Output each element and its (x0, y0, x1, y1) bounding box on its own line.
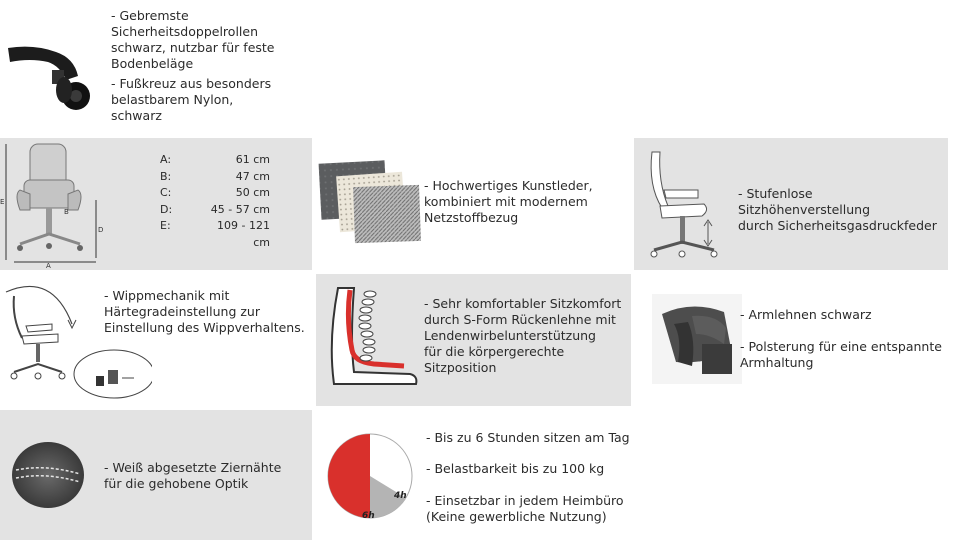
dimension-key: C: (160, 186, 172, 200)
wheels-text-2: - Fußkreuz aus besonders belastbarem Nylon, schwarz (111, 76, 272, 123)
backrest-section (316, 274, 631, 406)
dim-label-e: E (0, 198, 5, 206)
usage-text-3: - Einsetzbar in jedem Heimbüro (Keine gewerbliche Nutzung) (426, 493, 624, 524)
material-section (316, 138, 631, 270)
usage-text-2: - Belastbarkeit bis zu 100 kg (426, 461, 605, 476)
dimensions-row (160, 152, 270, 169)
dim-label-b: B (64, 208, 69, 216)
dimension-key: D: (160, 202, 173, 216)
material-text: - Hochwertiges Kunstleder, kombiniert mit modernem Netzstoffbezug (424, 178, 593, 225)
usage-section (316, 410, 631, 540)
dimensions-row (160, 169, 270, 186)
chair-dimensions-diagram (0, 140, 110, 268)
wheels-section (0, 0, 320, 135)
dimensions-table (160, 152, 270, 252)
dimension-key: E: (160, 219, 171, 233)
armrest-text-1: - Armlehnen schwarz (740, 307, 872, 322)
stitching-section (0, 410, 312, 540)
height-text: - Stufenlose Sitzhöhenverstellung durch Sicherheitsgasdruckfeder (738, 186, 937, 233)
fabric-swatches-icon (318, 160, 422, 246)
dimension-key: A: (160, 153, 172, 166)
caster-wheel-icon (4, 18, 98, 114)
dimension-key: B: (160, 169, 172, 183)
armrest-text-2: - Polsterung für eine entspannte Armhaltung (740, 339, 942, 370)
usage-hours-pie-icon (322, 428, 414, 522)
dim-label-a: A (46, 262, 51, 268)
pie-label-4h: 4h (394, 491, 407, 501)
dimension-value: 50 cm (235, 186, 270, 200)
dim-label-d: D (98, 226, 104, 234)
stitching-text: - Weiß abgesetzte Ziernähte für die gehobene Optik (104, 460, 282, 491)
dimensions-row (160, 218, 270, 251)
chair-height-adjust-icon (646, 146, 736, 264)
armrest-section (634, 274, 948, 406)
armrest-icon (652, 294, 742, 384)
rocking-text: - Wippmechanik mit Härtegradeinstellung zur Einstellung des Wippverhaltens. (104, 288, 305, 335)
height-section (634, 138, 948, 270)
spine-backrest-icon (324, 280, 420, 400)
stitching-detail-icon (10, 440, 86, 510)
wheels-text-1: - Gebremste Sicherheitsdoppelrollen schwarz, nutzbar für feste Bodenbeläge (111, 8, 275, 71)
pie-label-6h: 6h (362, 511, 375, 521)
dimensions-section (0, 138, 312, 270)
dimensions-row (160, 202, 270, 219)
dimension-value: 109 - 121 cm (217, 219, 270, 249)
dimension-value: 61 cm (235, 153, 270, 166)
usage-text-1: - Bis zu 6 Stunden sitzen am Tag (426, 430, 630, 445)
backrest-text: - Sehr komfortabler Sitzkomfort durch S-Form Rückenlehne mit Lendenwirbelunterstützung für die körpergerechte Sitzposition (424, 296, 622, 375)
rocking-section (0, 274, 312, 406)
dimension-value: 45 - 57 cm (210, 202, 270, 216)
dimension-value: 47 cm (235, 169, 270, 183)
dimensions-row (160, 185, 270, 202)
